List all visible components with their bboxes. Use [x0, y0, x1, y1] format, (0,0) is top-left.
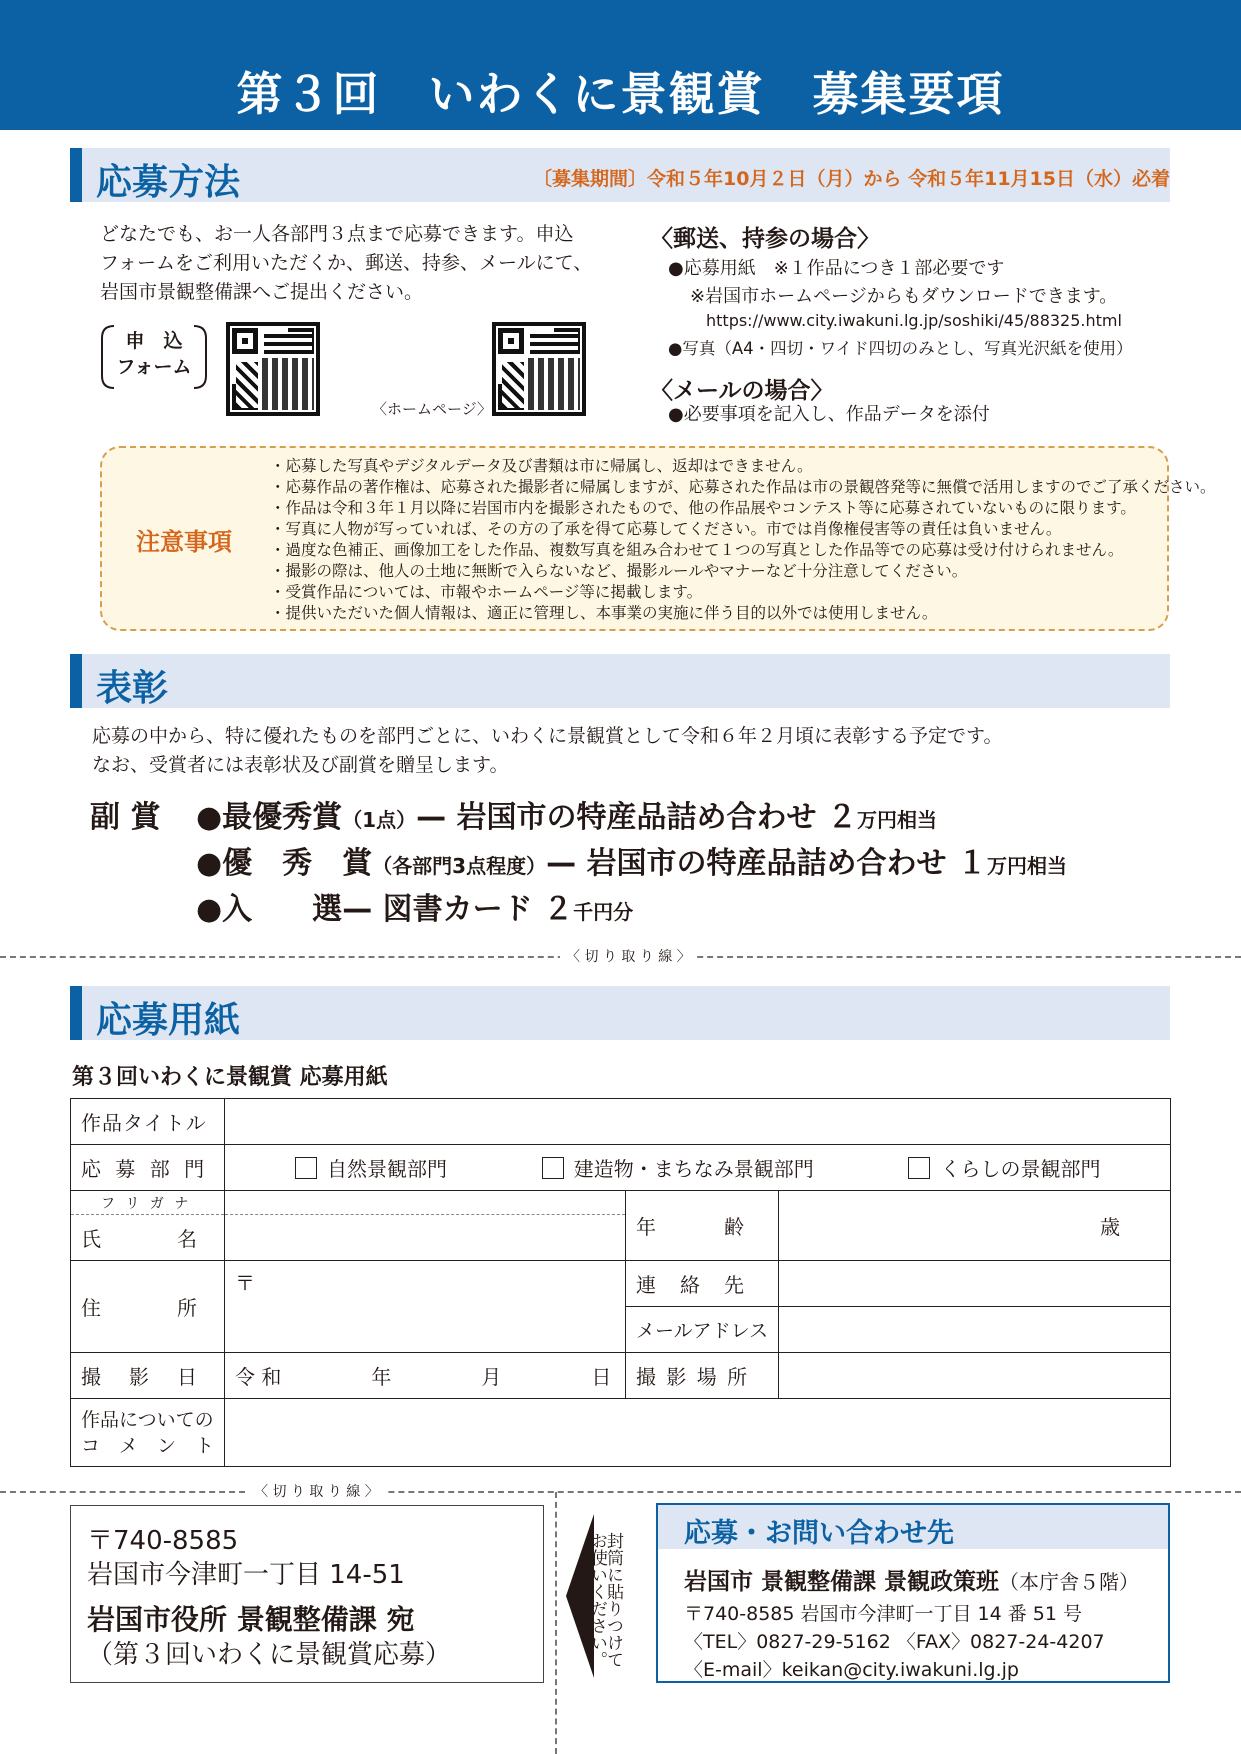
email-line: ●必要事項を記入し、作品データを添付 [668, 404, 990, 425]
postal-mark: 〒 [235, 1271, 256, 1295]
prize-name: ●入 選 [196, 892, 343, 927]
application-period: 〔募集期間〕令和５年10月２日（月）から 令和５年11月15日（水）必着 [533, 168, 1170, 190]
notice-item: ・応募した写真やデジタルデータ及び書類は市に帰属し、返却はできません。 [270, 457, 813, 475]
day-label: 日 [591, 1365, 612, 1389]
comment-input[interactable] [225, 1399, 1171, 1467]
cut-line-vertical [555, 1492, 557, 1754]
comment-label [71, 1399, 225, 1467]
furigana-label: フ リ ガ ナ [71, 1191, 225, 1215]
mailing-address: 岩国市今津町一丁目 14-51 [87, 1560, 405, 1590]
checkbox-nature[interactable] [295, 1157, 317, 1179]
section-bar [70, 654, 82, 708]
arrow-note-1: 封筒に貼りつけて [603, 1532, 623, 1668]
prize-unit: 万円相当 [987, 854, 1067, 878]
address-label: 住 所 [71, 1261, 225, 1353]
notice-list [270, 456, 1216, 624]
notice-item: ・作品は令和３年１月以降に岩国市内を撮影されたもので、他の作品展やコンテスト等に応募されていないものに限ります。 [270, 499, 1136, 517]
email-label: メールアドレス [626, 1307, 779, 1353]
email-heading: 〈メールの場合〉 [650, 378, 834, 404]
intro-line: どなたでも、お一人各部門３点まで応募できます。申込 [100, 223, 574, 245]
cut-line-label: 〈 切 り 取 り 線 〉 [560, 946, 697, 966]
application-form [70, 1098, 1171, 1467]
date-input[interactable] [225, 1353, 626, 1399]
award-line: 応募の中から、特に優れたものを部門ごとに、いわくに景観賞として令和６年２月頃に表彰する予定です。 [92, 725, 1003, 747]
contact-org-name: 岩国市 景観整備課 景観政策班 [684, 1569, 1000, 1595]
section-bar [70, 148, 82, 202]
section-header-award [70, 654, 1170, 708]
era-label: 令 和 [235, 1365, 282, 1389]
checkbox-life[interactable] [908, 1157, 930, 1179]
section-title: 表彰 [96, 668, 169, 709]
contact-input[interactable] [779, 1261, 1171, 1307]
contact-address: 〒740-8585 岩国市今津町一丁目 14 番 51 号 [684, 1603, 1083, 1625]
notice-item: ・写真に人物が写っていれば、その方の了承を得て応募してください。市では肖像権侵害等の責任は負いません。 [270, 520, 1062, 538]
notice-item: ・提供いただいた個人情報は、適正に管理し、本事業の実施に伴う目的以外では使用しません。 [270, 604, 938, 622]
intro-line: フォームをご利用いただくか、郵送、持参、メールにて、 [100, 252, 593, 274]
notice-item: ・撮影の際は、他人の土地に無断で入らないなど、撮影ルールやマナーなど十分注意してください。 [270, 562, 968, 580]
prize-desc: — 岩国市の特産品詰め合わせ １ [546, 846, 987, 881]
dept-option-label: 建造物・まちなみ景観部門 [573, 1157, 814, 1181]
contact-phone: 〈TEL〉0827-29-5162 〈FAX〉0827-24-4207 [684, 1631, 1105, 1653]
contact-org [684, 1563, 1139, 1596]
year-label: 年 [371, 1365, 392, 1389]
title-input[interactable] [225, 1099, 1171, 1145]
contact-header [658, 1505, 1168, 1549]
prize-grand [196, 792, 937, 836]
dept-option-label: くらしの景観部門 [940, 1157, 1101, 1181]
mail-heading: 〈郵送、持参の場合〉 [650, 226, 880, 252]
section-header-method [70, 148, 1170, 202]
prize-label: 副 賞 [90, 800, 161, 835]
contact-label: 連 絡 先 [626, 1261, 779, 1307]
mailing-note: （第３回いわくに景観賞応募） [87, 1640, 452, 1670]
month-label: 月 [481, 1365, 502, 1389]
cut-line [0, 1491, 1241, 1493]
prize-desc: — 図書カード ２ [342, 892, 574, 927]
comment-label-line: 作品についての [81, 1408, 214, 1431]
notice-item: ・受賞作品については、市報やホームページ等に掲載します。 [270, 583, 703, 601]
notice-item: ・過度な色補正、画像加工をした作品、複数写真を組み合わせて１つの写真とした作品等での応募は受け付けられません。 [270, 541, 1124, 559]
notice-item: ・応募作品の著作権は、応募された撮影者に帰属しますが、応募された作品は市の景観啓発等に無償で活用しますのでご了承ください。 [270, 478, 1216, 496]
prize-name: ●最優秀賞 [196, 800, 343, 835]
contact-box [656, 1503, 1170, 1683]
prize-note: （1点） [342, 808, 417, 832]
section-header-form [70, 986, 1170, 1040]
dept-label: 応 募 部 門 [71, 1145, 225, 1191]
homepage-label: 〈ホームページ〉 [372, 400, 492, 418]
form-label-box [100, 324, 208, 390]
mail-line: ●応募用紙 ※１作品につき１部必要です [668, 258, 1005, 279]
dept-option-label: 自然景観部門 [327, 1157, 448, 1181]
dept-options [225, 1145, 1171, 1191]
address-input[interactable] [225, 1261, 626, 1353]
contact-email[interactable]: 〈E-mail〉keikan@city.iwakuni.lg.jp [684, 1659, 1019, 1681]
notice-title: 注意事項 [136, 528, 232, 556]
prize-excellent [196, 838, 1067, 882]
prize-name: ●優 秀 賞 [196, 846, 373, 881]
prize-unit: 万円相当 [857, 808, 937, 832]
contact-org-note: （本庁舎５階） [999, 1570, 1140, 1594]
name-label: 氏 名 [71, 1215, 225, 1261]
notice-box [100, 446, 1216, 631]
method-intro [100, 220, 592, 307]
prize-desc: — 岩国市の特産品詰め合わせ ２ [416, 800, 857, 835]
title-label: 作品タイトル [71, 1099, 225, 1145]
contact-heading: 応募・お問い合わせ先 [684, 1518, 954, 1549]
furigana-input[interactable] [225, 1191, 626, 1215]
age-label: 年 齢 [626, 1191, 779, 1261]
arrow-note-2: お使いください。 [587, 1532, 607, 1668]
mailing-label [70, 1505, 544, 1683]
form-label: 申 込 フォーム [116, 330, 192, 378]
form-subtitle: 第３回いわくに景観賞 応募用紙 [72, 1065, 388, 1090]
section-title: 応募用紙 [96, 1000, 241, 1041]
mailing-postal: 〒740-8585 [87, 1526, 239, 1556]
mail-line: ●写真（A4・四切・ワイド四切のみとし、写真光沢紙を使用） [668, 339, 1133, 358]
section-title: 応募方法 [96, 162, 241, 203]
qr-code-form[interactable] [226, 322, 320, 416]
page-title: 第３回 いわくに景観賞 募集要項 [236, 67, 1005, 121]
email-input[interactable] [779, 1307, 1171, 1353]
download-url[interactable]: https://www.city.iwakuni.lg.jp/soshiki/45/88325.html [706, 311, 1122, 330]
date-label: 撮 影 日 [71, 1353, 225, 1399]
cut-line-label: 〈 切 り 取 り 線 〉 [248, 1481, 385, 1501]
comment-label-line: コ メ ン ト [81, 1434, 215, 1457]
mailing-recipient: 岩国市役所 景観整備課 宛 [87, 1603, 415, 1636]
place-input[interactable] [779, 1353, 1171, 1399]
award-line: なお、受賞者には表彰状及び副賞を贈呈します。 [92, 754, 509, 776]
qr-code-homepage[interactable] [492, 322, 586, 416]
prize-selected [196, 884, 633, 928]
prize-note: （各部門3点程度） [372, 854, 547, 878]
checkbox-buildings[interactable] [542, 1157, 564, 1179]
age-unit: 歳 [1100, 1215, 1120, 1239]
age-input[interactable] [779, 1191, 1171, 1261]
name-input[interactable] [225, 1215, 626, 1261]
section-bar [70, 986, 82, 1040]
intro-line: 岩国市景観整備課へご提出ください。 [100, 281, 424, 303]
prize-unit: 千円分 [573, 900, 634, 924]
mail-line: ※岩国市ホームページからもダウンロードできます。 [690, 286, 1118, 307]
place-label: 撮 影 場 所 [626, 1353, 779, 1399]
